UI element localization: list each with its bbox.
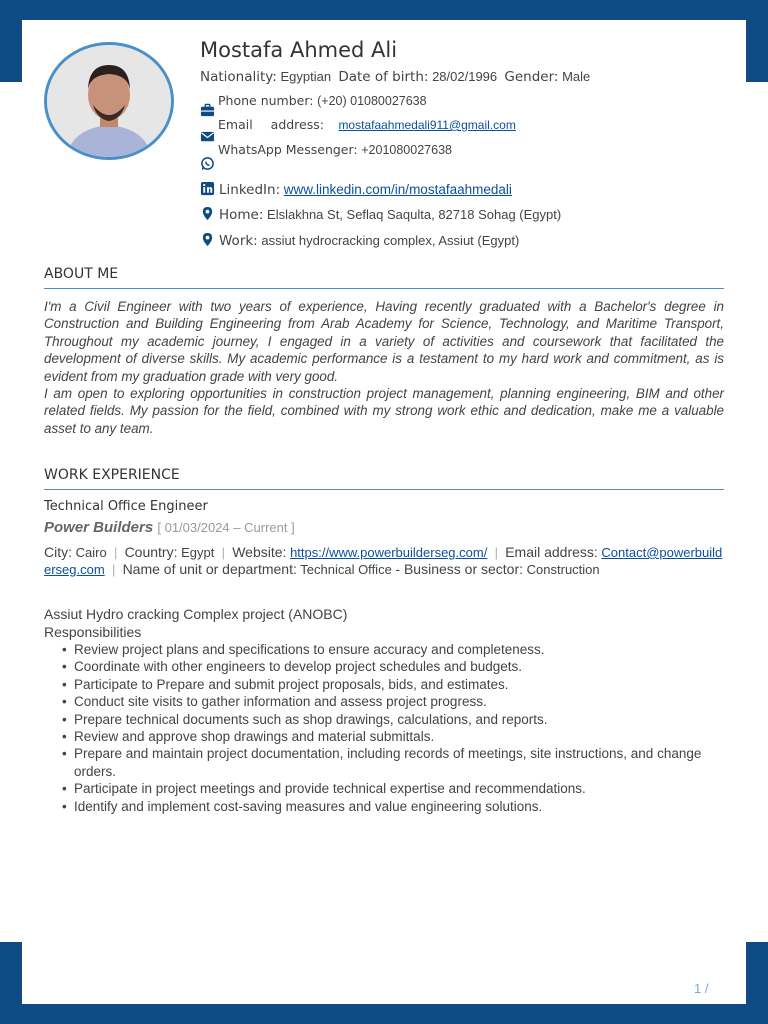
phone-value: (+20) 01080027638 <box>317 94 427 108</box>
separator: | <box>108 562 119 577</box>
home-value: Elslakhna St, Seflaq Saqulta, 82718 Sohag (Egypt) <box>267 207 562 222</box>
page-frame-corner <box>746 942 768 1024</box>
dob-value: 28/02/1996 <box>432 69 498 84</box>
work-value: assiut hydrocracking complex, Assiut (Egypt) <box>261 233 520 248</box>
candidate-name: Mostafa Ahmed Ali <box>200 38 398 62</box>
company-line <box>44 519 295 536</box>
list-item: • Participate to Prepare and submit project proposals, bids, and estimates. <box>62 676 722 693</box>
list-item: • Coordinate with other engineers to develop project schedules and budgets. <box>62 658 722 675</box>
profile-photo <box>44 42 174 160</box>
list-item: • Participate in project meetings and provide technical expertise and recommendations. <box>62 780 722 797</box>
about-paragraph: I'm a Civil Engineer with two years of experience, Having recently graduated with a Bachelor's degree in Construction and Building Engineering from Arab Academy for Science, Technology, and Maritime Transport, Throughout my academic journey, I engaged in a variety of activities and coursework that facilitated the development of diverse skills. My academic performance is a testament to my hard work and commitment, as is evident from my graduation grade with very good. <box>44 299 724 384</box>
page-frame-corner <box>746 0 768 82</box>
unit-label: Name of unit or department: <box>122 561 297 577</box>
phone-label: Phone number: <box>218 93 314 108</box>
sector-value: Construction <box>526 562 600 577</box>
linkedin-link[interactable]: www.linkedin.com/in/mostafaahmedali <box>283 182 512 197</box>
unit-value: Technical Office <box>300 562 392 577</box>
briefcase-icon <box>200 103 215 118</box>
city-value: Cairo <box>75 545 107 560</box>
project-name: Assiut Hydro cracking Complex project (ANOBC) <box>44 606 348 622</box>
email-label: Email address: <box>218 117 324 132</box>
nationality-value: Egyptian <box>280 69 332 84</box>
gender-label: Gender: <box>504 69 559 85</box>
about-paragraph: I am open to exploring opportunities in construction project management, planning engineering, BIM and other related fields. My passion for the field, combined with my strong work ethic and dedication, make me a valuable asset to any team. <box>44 386 724 436</box>
page-frame-corner <box>0 942 22 1024</box>
list-item: • Identify and implement cost-saving measures and value engineering solutions. <box>62 798 722 815</box>
whatsapp-row <box>218 142 452 157</box>
work-address-row <box>200 232 519 249</box>
linkedin-row <box>200 181 512 198</box>
about-section-title: ABOUT ME <box>44 266 724 289</box>
about-text <box>44 298 724 437</box>
job-title: Technical Office Engineer <box>44 499 208 514</box>
company-name: Power Builders <box>44 519 154 536</box>
home-address-row <box>200 206 561 223</box>
list-item: • Prepare technical documents such as shop drawings, calculations, and reports. <box>62 711 722 728</box>
whatsapp-value: +201080027638 <box>361 143 452 157</box>
page-frame-top <box>0 0 768 20</box>
personal-info-row <box>200 69 590 85</box>
list-item: • Prepare and maintain project documentation, including records of meetings, site instructions, and change orders. <box>62 745 722 780</box>
nationality-label: Nationality: <box>200 69 277 85</box>
separator: | <box>217 545 229 560</box>
home-label: Home: <box>219 207 264 223</box>
gender-value: Male <box>562 69 591 84</box>
responsibilities-heading: Responsibilities <box>44 624 142 640</box>
whatsapp-label: WhatsApp Messenger: <box>218 142 358 157</box>
dob-label: Date of birth: <box>338 69 429 85</box>
page-frame-corner <box>0 0 22 82</box>
sector-label: - Business or sector: <box>395 561 524 577</box>
phone-row <box>218 93 427 108</box>
country-value: Egypt <box>181 545 215 560</box>
city-label: City: <box>44 544 72 560</box>
page-frame-bottom <box>0 1004 768 1024</box>
envelope-icon <box>200 129 215 144</box>
linkedin-label: LinkedIn: <box>219 182 281 198</box>
separator: | <box>490 545 502 560</box>
map-pin-icon <box>200 232 215 247</box>
company-email-link[interactable]: Contact@powerbuilderseg.com <box>44 545 723 577</box>
website-link[interactable]: https://www.powerbuilderseg.com/ <box>290 545 488 560</box>
separator: | <box>110 545 121 560</box>
map-pin-icon <box>200 206 215 221</box>
country-label: Country: <box>124 544 178 560</box>
page-number: 1 / <box>694 981 709 996</box>
list-item: • Conduct site visits to gather information and assess project progress. <box>62 693 722 710</box>
email-row <box>218 117 516 132</box>
company-email-label: Email address: <box>505 544 598 560</box>
website-label: Website: <box>232 544 287 560</box>
employment-dates: [ 01/03/2024 – Current ] <box>157 520 295 535</box>
list-item: • Review project plans and specifications to ensure accuracy and completeness. <box>62 641 722 658</box>
whatsapp-icon <box>200 156 215 171</box>
work-label: Work: <box>219 233 258 249</box>
linkedin-icon <box>200 181 215 196</box>
list-item: • Review and approve shop drawings and material submittals. <box>62 728 722 745</box>
employer-details <box>44 544 724 578</box>
responsibilities-list <box>62 641 722 815</box>
email-link[interactable]: mostafaahmedali911@gmail.com <box>338 118 516 132</box>
experience-section-title: WORK EXPERIENCE <box>44 467 724 490</box>
